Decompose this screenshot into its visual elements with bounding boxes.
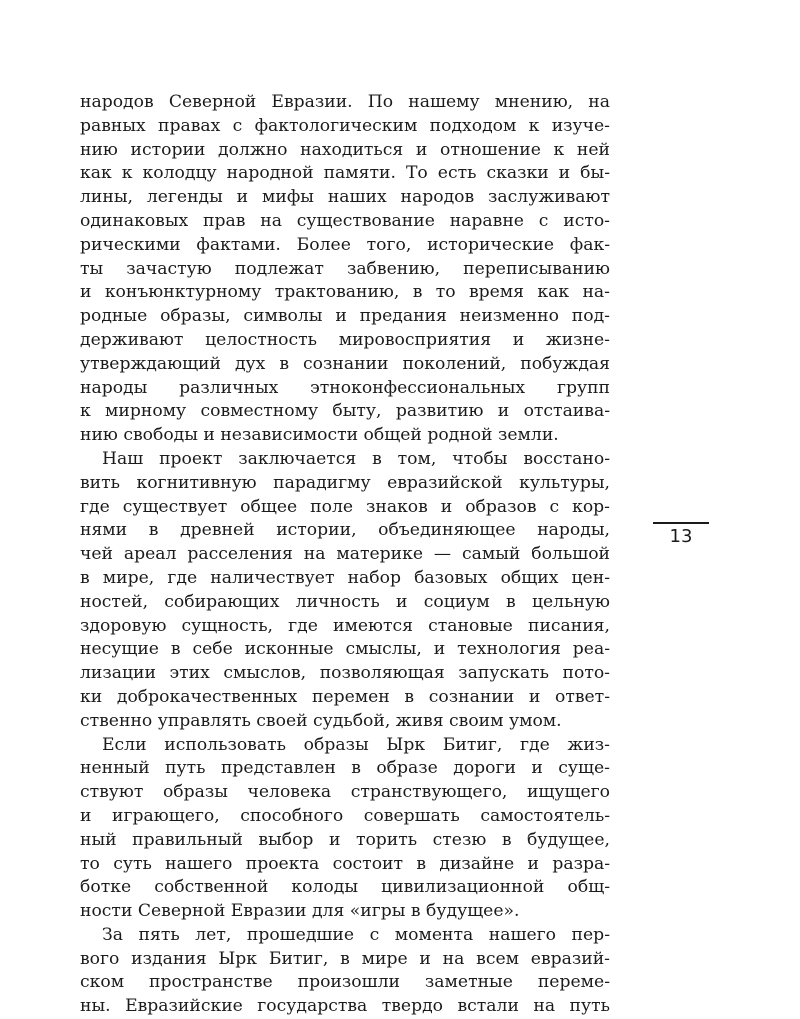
- page-number: 13: [669, 526, 693, 547]
- text-line: лизации этих смыслов, позволяющая запускать пото-: [80, 663, 610, 684]
- text-line: ствуют образы человека странствующего, ищущего: [80, 782, 610, 803]
- text-line: несущие в себе исконные смыслы, и технология реа-: [80, 639, 610, 660]
- text-line: ботке собственной колоды цивилизационной общ-: [80, 877, 610, 898]
- text-line: в мире, где наличествует набор базовых общих цен-: [80, 567, 610, 588]
- text-line: и конъюнктурному трактованию, в то время как на-: [80, 282, 610, 303]
- text-line: здоровую сущность, где имеются становые писания,: [80, 615, 610, 636]
- text-line: нию истории должно находиться и отношение к ней: [80, 139, 610, 160]
- text-line: одинаковых прав на существование наравне с исто-: [80, 210, 610, 231]
- text-line: где существует общее поле знаков и образов с кор-: [80, 496, 610, 517]
- text-line: вить когнитивную парадигму евразийской культуры,: [80, 472, 610, 493]
- text-line: держивают целостность мировосприятия и жизне-: [80, 329, 610, 350]
- text-line: ный правильный выбор и торить стезю в будущее,: [80, 829, 610, 850]
- text-line: Наш проект заключается в том, чтобы восстано-: [102, 448, 610, 469]
- text-line: к мирному совместному быту, развитию и отстаива-: [80, 401, 610, 422]
- text-line: вого издания Ырк Битиг, в мире и на всем евразий-: [80, 948, 610, 969]
- text-line: нию свободы и независимости общей родной земли.: [80, 425, 559, 446]
- text-line: чей ареал расселения на материке — самый большой: [80, 544, 610, 565]
- page-number-rule: [653, 522, 709, 524]
- text-line: и играющего, способного совершать самостоятель-: [80, 805, 610, 826]
- text-line: родные образы, символы и предания неизменно под-: [80, 306, 610, 327]
- text-line: ственно управлять своей судьбой, живя своим умом.: [80, 710, 562, 731]
- text-line: ненный путь представлен в образе дороги и суще-: [80, 758, 610, 779]
- text-line: Если использовать образы Ырк Битиг, где жиз-: [102, 734, 610, 755]
- text-line: ны. Евразийские государства твердо встали на путь: [80, 996, 610, 1017]
- body-text: [80, 91, 610, 1019]
- text-line: ском пространстве произошли заметные переме-: [80, 972, 610, 993]
- text-line: ты зачастую подлежат забвению, переписыванию: [80, 258, 610, 279]
- text-line: утверждающий дух в сознании поколений, побуждая: [80, 353, 610, 374]
- text-line: ностей, собирающих личность и социум в цельную: [80, 591, 610, 612]
- text-line: равных правах с фактологическим подходом к изуче-: [80, 115, 610, 136]
- text-line: как к колодцу народной памяти. То есть сказки и бы-: [80, 163, 610, 184]
- text-line: За пять лет, прошедшие с момента нашего пер-: [102, 924, 610, 945]
- text-line: народов Северной Евразии. По нашему мнению, на: [80, 92, 610, 112]
- text-line: нями в древней истории, объединяющее народы,: [80, 520, 610, 541]
- text-line: ки доброкачественных перемен в сознании и ответ-: [80, 686, 610, 707]
- text-line: ности Северной Евразии для «игры в будущее».: [80, 901, 520, 922]
- text-line: народы различных этноконфессиональных групп: [80, 377, 610, 398]
- text-line: лины, легенды и мифы наших народов заслуживают: [80, 187, 610, 208]
- text-line: рическими фактами. Более того, исторические фак-: [80, 234, 610, 255]
- text-line: то суть нашего проекта состоит в дизайне и разра-: [80, 853, 610, 874]
